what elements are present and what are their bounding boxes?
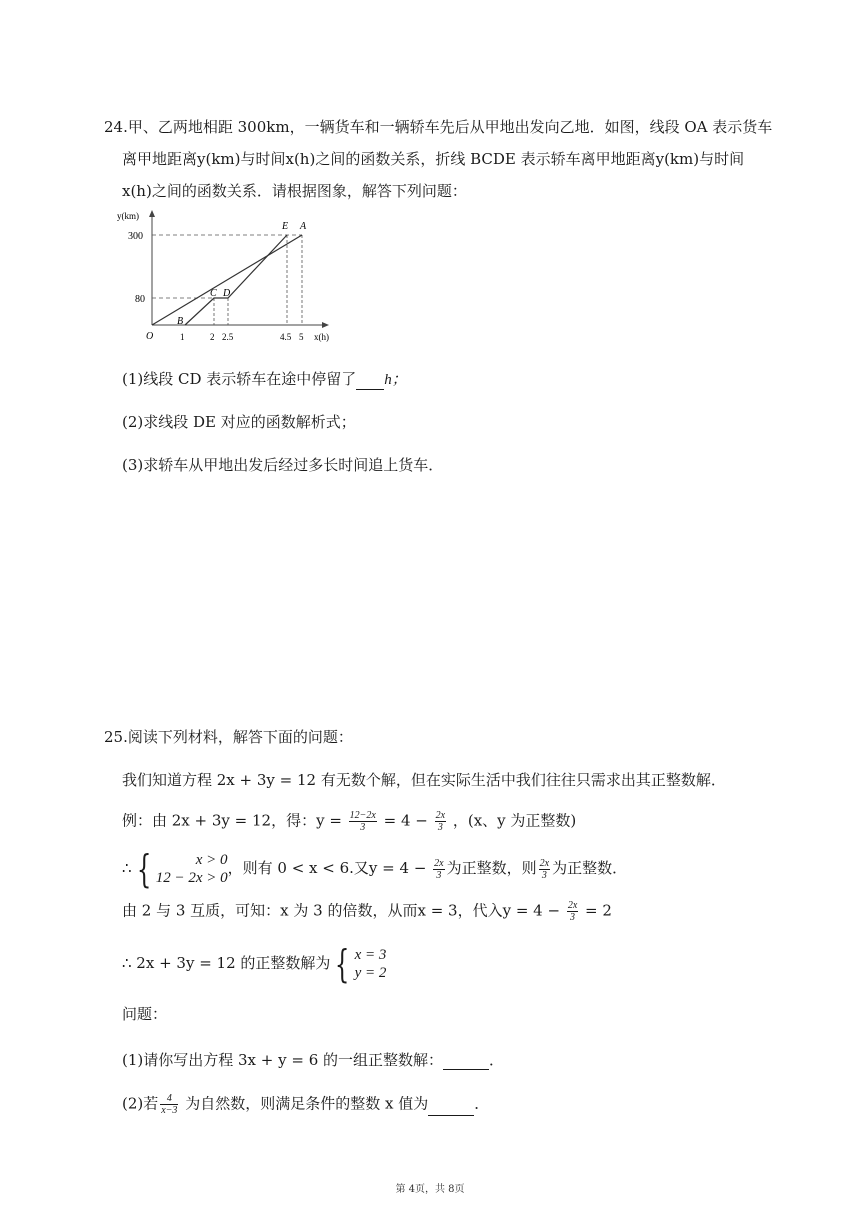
q25-p5 — [122, 942, 387, 986]
y-axis-arrow — [149, 210, 155, 217]
q25-sub1 — [122, 1050, 504, 1070]
q25-p2 — [122, 810, 576, 833]
q25-p2-frac2-num: 2x — [435, 810, 446, 821]
q25-p2c: ，(x、y 为正整数) — [452, 811, 577, 830]
q25-p3-sys1: x > 0 — [195, 852, 228, 868]
q25-sub2b: 为自然数，则满足条件的整数 x 值为 — [180, 1094, 429, 1113]
q25-p3-frac2 — [539, 858, 550, 881]
q25-p5a: ∴ 2x + 3y = 12 的正整数解为 — [122, 954, 331, 972]
label-origin: O — [146, 331, 154, 342]
q25-sub2 — [122, 1093, 489, 1116]
q25-sub2-frac-num: 4 — [160, 1093, 178, 1105]
q25-p3 — [122, 847, 628, 891]
q25-sub1-end: ． — [489, 1051, 505, 1069]
q25-p2a: 例：由 2x + 3y = 12，得：y = — [122, 811, 347, 830]
q24-sub1-text: (1)线段 CD 表示轿车在途中停留了 — [122, 370, 357, 388]
q25-p1: 我们知道方程 2x + 3y = 12 有无数个解，但在实际生活中我们往往只需求出其正整数解． — [122, 771, 726, 789]
tick-x2: 2 — [210, 332, 215, 342]
tick-x25: 2.5 — [222, 332, 234, 342]
q25-sub2a: (2)若 — [122, 1094, 159, 1113]
q25-p3-frac2-num: 2x — [539, 857, 550, 869]
label-xlabel: x(h) — [314, 332, 329, 342]
q25-p3b: 为正整数，则 — [446, 859, 537, 877]
q25-p4b: = 2 — [580, 901, 612, 920]
q25-sub1-blank[interactable] — [443, 1053, 489, 1070]
q24-line2: 离甲地距离y(km)与时间x(h)之间的函数关系，折线 BCDE 表示轿车离甲地距离y(km)与时间 — [122, 150, 745, 168]
tick-x45: 4.5 — [280, 332, 292, 342]
q24-sub1-blank[interactable] — [356, 373, 384, 390]
q25-sub2-blank[interactable] — [428, 1099, 474, 1116]
label-ylabel: y(km) — [117, 211, 139, 221]
q25-p3-system — [156, 851, 228, 887]
q25-p4-frac-num: 2x — [567, 900, 578, 911]
q25-p3-brace: { — [136, 847, 151, 891]
tick-x5: 5 — [299, 332, 304, 342]
q25-p3c: 为正整数． — [552, 859, 628, 877]
label-y300: 300 — [128, 231, 143, 242]
q25-p4a: 由 2 与 3 互质，可知：x 为 3 的倍数，从而x = 3，代入y = 4 − — [122, 901, 565, 920]
q25-sub2-frac — [160, 1093, 178, 1116]
label-B: B — [177, 316, 184, 327]
q25-p4-frac-den: 3 — [570, 912, 576, 923]
q25-p3-frac2-den: 3 — [541, 869, 547, 881]
q25-p4 — [122, 900, 612, 923]
q25-p5-system — [355, 946, 387, 982]
q25-title: 25.阅读下列材料，解答下面的问题： — [104, 728, 353, 746]
q25-p2-frac1 — [349, 810, 377, 833]
q25-p2-frac2 — [435, 810, 446, 833]
q25-p5-sys2: y = 2 — [354, 965, 387, 981]
segment-OA — [152, 235, 302, 325]
label-A: A — [300, 221, 307, 232]
q25-p3-therefore: ∴ — [122, 859, 132, 877]
q24-sub2: (2)求线段 DE 对应的函数解析式； — [122, 413, 356, 431]
x-axis-arrow — [322, 322, 329, 328]
q25-sub2-end: ． — [474, 1094, 490, 1113]
q24-sub3: (3)求轿车从甲地出发后经过多长时间追上货车． — [122, 456, 444, 474]
q25-p3a: ，则有 0 < x < 6.又y = 4 − — [227, 859, 432, 877]
q25-p5-sys1: x = 3 — [354, 947, 387, 963]
label-y80: 80 — [135, 294, 145, 305]
q25-p3-frac1-den: 3 — [436, 869, 442, 881]
q25-p5-brace: { — [335, 942, 350, 986]
q24-chart — [115, 205, 345, 350]
q25-p2-frac2-den: 3 — [437, 822, 443, 833]
q25-label: 问题： — [122, 1005, 168, 1023]
q25-p2-frac1-den: 3 — [360, 822, 366, 833]
q25-p3-frac1 — [433, 858, 444, 881]
label-C: C — [210, 288, 217, 299]
q24-sub1-end: h； — [384, 372, 407, 388]
q24-sub1 — [122, 369, 407, 390]
q25-sub1-text: (1)请你写出方程 3x + y = 6 的一组正整数解： — [122, 1051, 444, 1069]
q25-p4-frac — [567, 900, 578, 923]
polyline-BCDE — [185, 235, 287, 325]
q24-line1: 24.甲、乙两地相距 300km，一辆货车和一辆轿车先后从甲地出发向乙地．如图，线段 OA 表示货车 — [104, 118, 773, 136]
q25-p2b: = 4 − — [383, 811, 433, 830]
q25-p3-frac1-num: 2x — [434, 857, 444, 869]
q25-p3-sys2: 12 − 2x > 0 — [155, 870, 228, 886]
q25-p2-frac1-num: 12−2x — [349, 810, 376, 821]
label-E: E — [282, 221, 289, 232]
page-footer: 第 4页，共 8页 — [395, 1184, 465, 1195]
tick-x1: 1 — [180, 332, 185, 342]
q25-sub2-frac-den: x−3 — [161, 1105, 178, 1116]
label-D: D — [223, 288, 231, 299]
q24-line3: x(h)之间的函数关系．请根据图象，解答下列问题： — [122, 182, 467, 200]
